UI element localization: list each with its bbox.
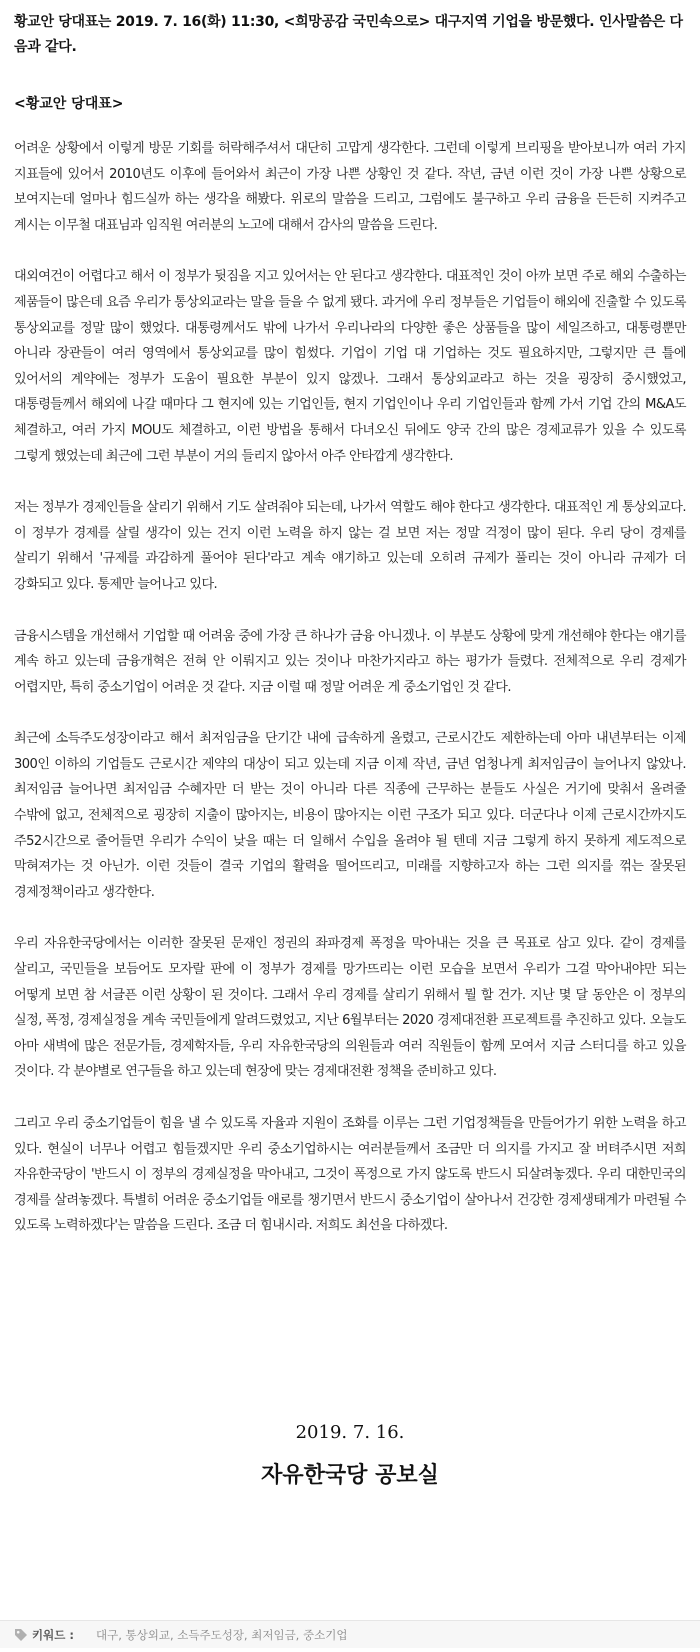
speech-body — [14, 136, 686, 1265]
keywords-list[interactable]: 대구, 통상외교, 소득주도성장, 최저임금, 중소기업 — [96, 1628, 348, 1642]
speech-paragraph-5: 최근에 소득주도성장이라고 해서 최저임금을 단기간 내에 급속하게 올렸고, 근로시간도 제한하는데 아마 내년부터는 이제 300인 이하의 기업들도 근로시간 제약의 대상이 되고 있는데 지금 이제 작년, 금년 엄청나게 최저임금이 늘어나지 않았나. 최저임금 늘어나면 최저임금 수혜자만 더 받는 것이 아니라 다른 직종에 근무하는 분들도 사실은 거기에 맞춰서 올려줄 수밖에 없고, 전체적으로 굉장히 지출이 많아지는, 비용이 많아지는 이런 구조가 되고 있다. 더군다나 이제 근로시간까지도 주52시간으로 줄어들면 우리가 수익이 낮을 때는 더 일해서 수입을 올려야 될 텐데 지금 그렇게 하지 못하게 제도적으로 막혀져가는 것 아닌가. 이런 것들이 결국 기업의 활력을 떨어뜨리고, 미래를 지향하고자 하는 그런 의지를 꺾는 잘못된 경제정책이라고 생각한다. — [14, 731, 686, 900]
speech-paragraph-1: 어려운 상황에서 이렇게 방문 기회를 허락해주셔서 대단히 고맙게 생각한다. 그런데 이렇게 브리핑을 받아보니까 여러 가지 지표들에 있어서 2010년도 이후에 들어와서 최근이 가장 나쁜 상황인 것 같다. 작년, 금년 이런 것이 가장 나쁜 상황으로 보여지는데 얼마나 힘드실까 하는 생각을 해봤다. 위로의 말씀을 드리고, 그럼에도 불구하고 우리 금융을 든든히 지켜주고 계시는 이무철 대표님과 임직원 여러분의 노고에 대해서 감사의 말씀을 드린다. — [14, 141, 687, 233]
issuing-office: 자유한국당 공보실 — [261, 1463, 439, 1488]
speech-paragraph-3: 저는 정부가 경제인들을 살리기 위해서 기도 살려줘야 되는데, 나가서 역할도 해야 한다고 생각한다. 대표적인 게 통상외교다. 이 정부가 경제를 살릴 생각이 있는 건지 이런 노력을 하지 않는 걸 보면 저는 정말 걱정이 많이 된다. 우리 당이 경제를 살리기 위해서 '규제를 과감하게 풀어야 된다'라고 계속 얘기하고 있는데 오히려 규제가 풀리는 것이 아니라 규제가 더 강화되고 있다. 통제만 늘어나고 있다. — [14, 500, 686, 592]
release-date: 2019. 7. 16. — [295, 1422, 405, 1443]
keywords-label: 키워드 : — [32, 1628, 74, 1642]
speech-paragraph-6: 우리 자유한국당에서는 이러한 잘못된 문재인 정권의 좌파경제 폭정을 막아내는 것을 큰 목표로 삼고 있다. 같이 경제를 살리고, 국민들을 보듬어도 모자랄 판에 이 정부가 경제를 망가뜨리는 이런 모습을 보면서 우리가 그걸 막아내야만 되는 어떻게 보면 참 서글픈 이런 상황이 된 것이다. 그래서 우리 경제를 살리기 위해서 뭘 할 건가. 지난 몇 달 동안은 이 정부의 실정, 폭정, 경제실정을 계속 국민들에게 알려드렸었고, 지난 6월부터는 2020 경제대전환 프로젝트를 추진하고 있다. 오늘도 아마 새벽에 많은 전문가들, 경제학자들, 우리 자유한국당의 의원들과 여러 직원들이 함께 모여서 지금 스터디를 하고 있을 것이다. 각 분야별로 연구들을 하고 있는데 현장에 맞는 경제대전환 정책을 준비하고 있다. — [14, 936, 686, 1080]
keywords-bar — [0, 1620, 700, 1648]
tag-icon — [14, 1627, 28, 1641]
speaker-heading: <황교안 당대표> — [14, 96, 124, 112]
speech-paragraph-2: 대외여건이 어렵다고 해서 이 정부가 뒷짐을 지고 있어서는 안 된다고 생각한다. 대표적인 것이 아까 보면 주로 해외 수출하는 제품들이 많은데 요즘 우리가 통상외교라는 말을 들을 수 없게 됐다. 과거에 우리 정부들은 기업들이 해외에 진출할 수 있도록 통상외교를 정말 많이 했었다. 대통령께서도 밖에 나가서 우리나라의 다양한 좋은 상품들을 많이 세일즈하고, 대통령뿐만 아니라 장관들이 여러 영역에서 통상외교를 많이 힘썼다. 기업이 기업 대 기업하는 것도 필요하지만, 그렇지만 큰 틀에 있어서의 계약에는 정부가 도움이 필요한 부분이 있지 않겠나. 그래서 통상외교라고 하는 것을 굉장히 중시했었고, 대통령들께서 해외에 나갈 때마다 그 현지에 있는 기업인들, 현지 기업인이나 우리 기업인들과 함께 가서 기업 간의 M&A도 체결하고, 여러 가지 MOU도 체결하고, 이런 방법을 통해서 다녀오신 뒤에도 양국 간의 많은 경제교류가 있을 수 있도록 그렇게 했었는데 최근에 그런 부분이 거의 들리지 않아서 아주 안타깝게 생각한다. — [14, 269, 686, 464]
intro-text: 황교안 당대표는 2019. 7. 16(화) 11:30, <희망공감 국민속으로> 대구지역 기업을 방문했다. 인사말씀은 다음과 같다. — [14, 14, 683, 55]
speech-paragraph-4: 금융시스템을 개선해서 기업할 때 어려움 중에 가장 큰 하나가 금융 아니겠나. 이 부분도 상황에 맞게 개선해야 한다는 얘기를 계속 하고 있는데 금융개혁은 전혀 안 이뤄지고 있는 것이나 마찬가지라고 하는 평가가 들렸다. 전체적으로 우리 경제가 어렵지만, 특히 중소기업이 어려운 것 같다. 지금 이럴 때 정말 어려운 게 중소기업인 것 같다. — [14, 628, 686, 695]
speech-paragraph-7: 그리고 우리 중소기업들이 힘을 낼 수 있도록 자율과 지원이 조화를 이루는 그런 기업정책들을 만들어가기 위한 노력을 하고 있다. 현실이 너무나 어렵고 힘들겠지만 우리 중소기업하시는 여러분들께서 조금만 더 의지를 가지고 잘 버텨주시면 저희 자유한국당이 '반드시 이 정부의 경제실정을 막아내고, 그것이 폭정으로 가지 않도록 반드시 되살려놓겠다. 우리 대한민국의 경제를 살려놓겠다. 특별히 어려운 중소기업들 애로를 챙기면서 반드시 중소기업이 살아나서 건강한 경제생태계가 마련될 수 있도록 노력하겠다'는 말씀을 드린다. 조금 더 힘내시라. 저희도 최선을 다하겠다. — [14, 1116, 686, 1234]
